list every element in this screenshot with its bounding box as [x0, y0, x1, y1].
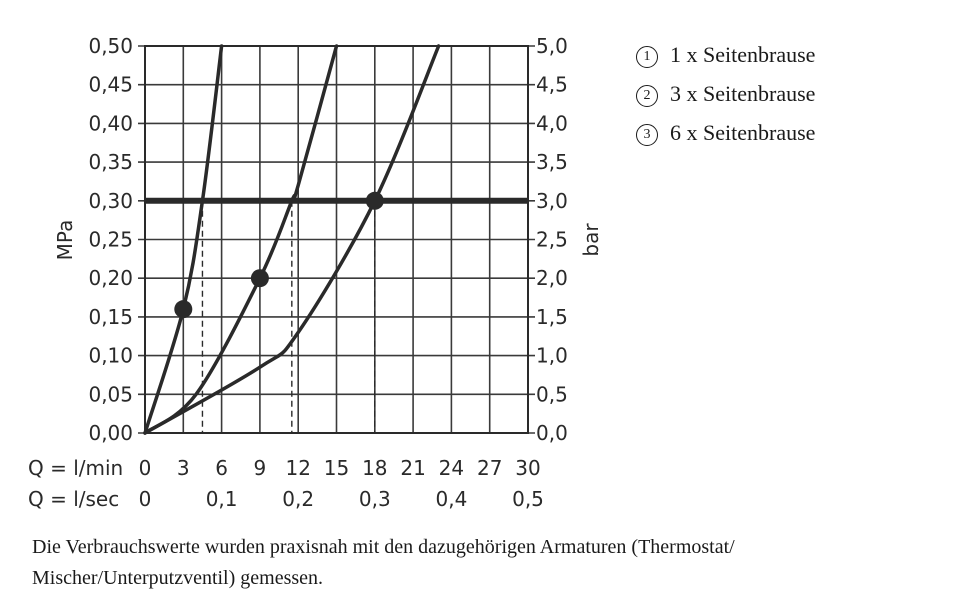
x-primary-tick-label: 3 [176, 456, 190, 480]
y-right-tick-label: 4,0 [536, 111, 568, 136]
y-right-tick-label: 3,0 [536, 188, 568, 213]
legend-number-badge: 3 [636, 124, 658, 146]
markers-layer [174, 192, 383, 318]
legend-label: 1 x Seitenbrause [670, 42, 816, 67]
x-primary-tick-label: 24 [438, 456, 465, 480]
y-left-tick-label: 0,50 [88, 34, 133, 58]
series-marker [366, 192, 384, 210]
series-marker [251, 269, 269, 287]
legend [636, 40, 815, 157]
x-primary-tick-label: 9 [253, 456, 267, 480]
legend-item [636, 118, 815, 157]
x-secondary-tick-label: 0 [138, 487, 152, 511]
x-secondary-tick-label: 0,3 [358, 487, 391, 511]
y-right-tick-label: 2,0 [536, 266, 568, 291]
y-left-tick-label: 0,45 [88, 72, 133, 97]
x-primary-tick-label: 21 [400, 456, 426, 480]
y-right-tick-label: 3,5 [536, 150, 568, 175]
y-left-tick-label: 0,20 [88, 266, 133, 291]
series-marker [174, 300, 192, 318]
y-right-tick-label: 2,5 [536, 227, 568, 252]
x-primary-tick-label: 27 [476, 456, 503, 480]
y-left-tick-label: 0,10 [88, 343, 133, 368]
y-left-tick-label: 0,25 [88, 227, 133, 252]
y-left-tick-label: 0,35 [88, 150, 133, 175]
x-primary-tick-label: 0 [138, 456, 152, 480]
y-left-tick-label: 0,15 [88, 304, 133, 329]
legend-item [636, 40, 815, 79]
y-right-tick-label: 0,5 [536, 382, 568, 407]
x-secondary-tick-label: 0,5 [512, 487, 544, 511]
y-left-tick-label: 0,40 [88, 111, 133, 136]
x-primary-tick-label: 15 [323, 456, 350, 480]
y-right-axis-title: bar [579, 223, 603, 257]
x-secondary-tick-label: 0,1 [205, 487, 238, 511]
legend-label: 3 x Seitenbrause [670, 81, 816, 106]
y-left-tick-label: 0,00 [88, 421, 133, 445]
x-secondary-tick-label: 0,2 [282, 487, 315, 511]
legend-label: 6 x Seitenbrause [670, 120, 816, 145]
y-left-axis-title: MPa [53, 219, 77, 261]
legend-number-badge: 1 [636, 46, 658, 68]
y-left-tick-label: 0,05 [88, 382, 133, 407]
tick-labels-layer [88, 34, 567, 511]
y-left-tick-label: 0,30 [88, 188, 133, 213]
y-right-tick-label: 1,5 [536, 304, 568, 329]
legend-item [636, 79, 815, 118]
x-secondary-tick-label: 0,4 [435, 487, 468, 511]
x-primary-tick-label: 12 [285, 456, 311, 480]
y-right-tick-label: 5,0 [536, 34, 568, 58]
x-primary-axis-title: Q = l/min [28, 456, 124, 480]
legend-number-badge: 2 [636, 85, 658, 107]
x-primary-tick-label: 18 [362, 456, 388, 480]
y-right-tick-label: 4,5 [536, 72, 568, 97]
measurement-note: Die Verbrauchswerte wurden praxisnah mit den dazugehörigen Armaturen (Thermostat/ Mischer/Unterputzventil) gemessen. [32, 536, 735, 589]
x-primary-tick-label: 30 [515, 456, 541, 480]
y-right-tick-label: 0,0 [536, 421, 568, 445]
x-secondary-axis-title: Q = l/sec [28, 487, 120, 511]
x-primary-tick-label: 6 [215, 456, 228, 480]
y-right-tick-label: 1,0 [536, 343, 568, 368]
